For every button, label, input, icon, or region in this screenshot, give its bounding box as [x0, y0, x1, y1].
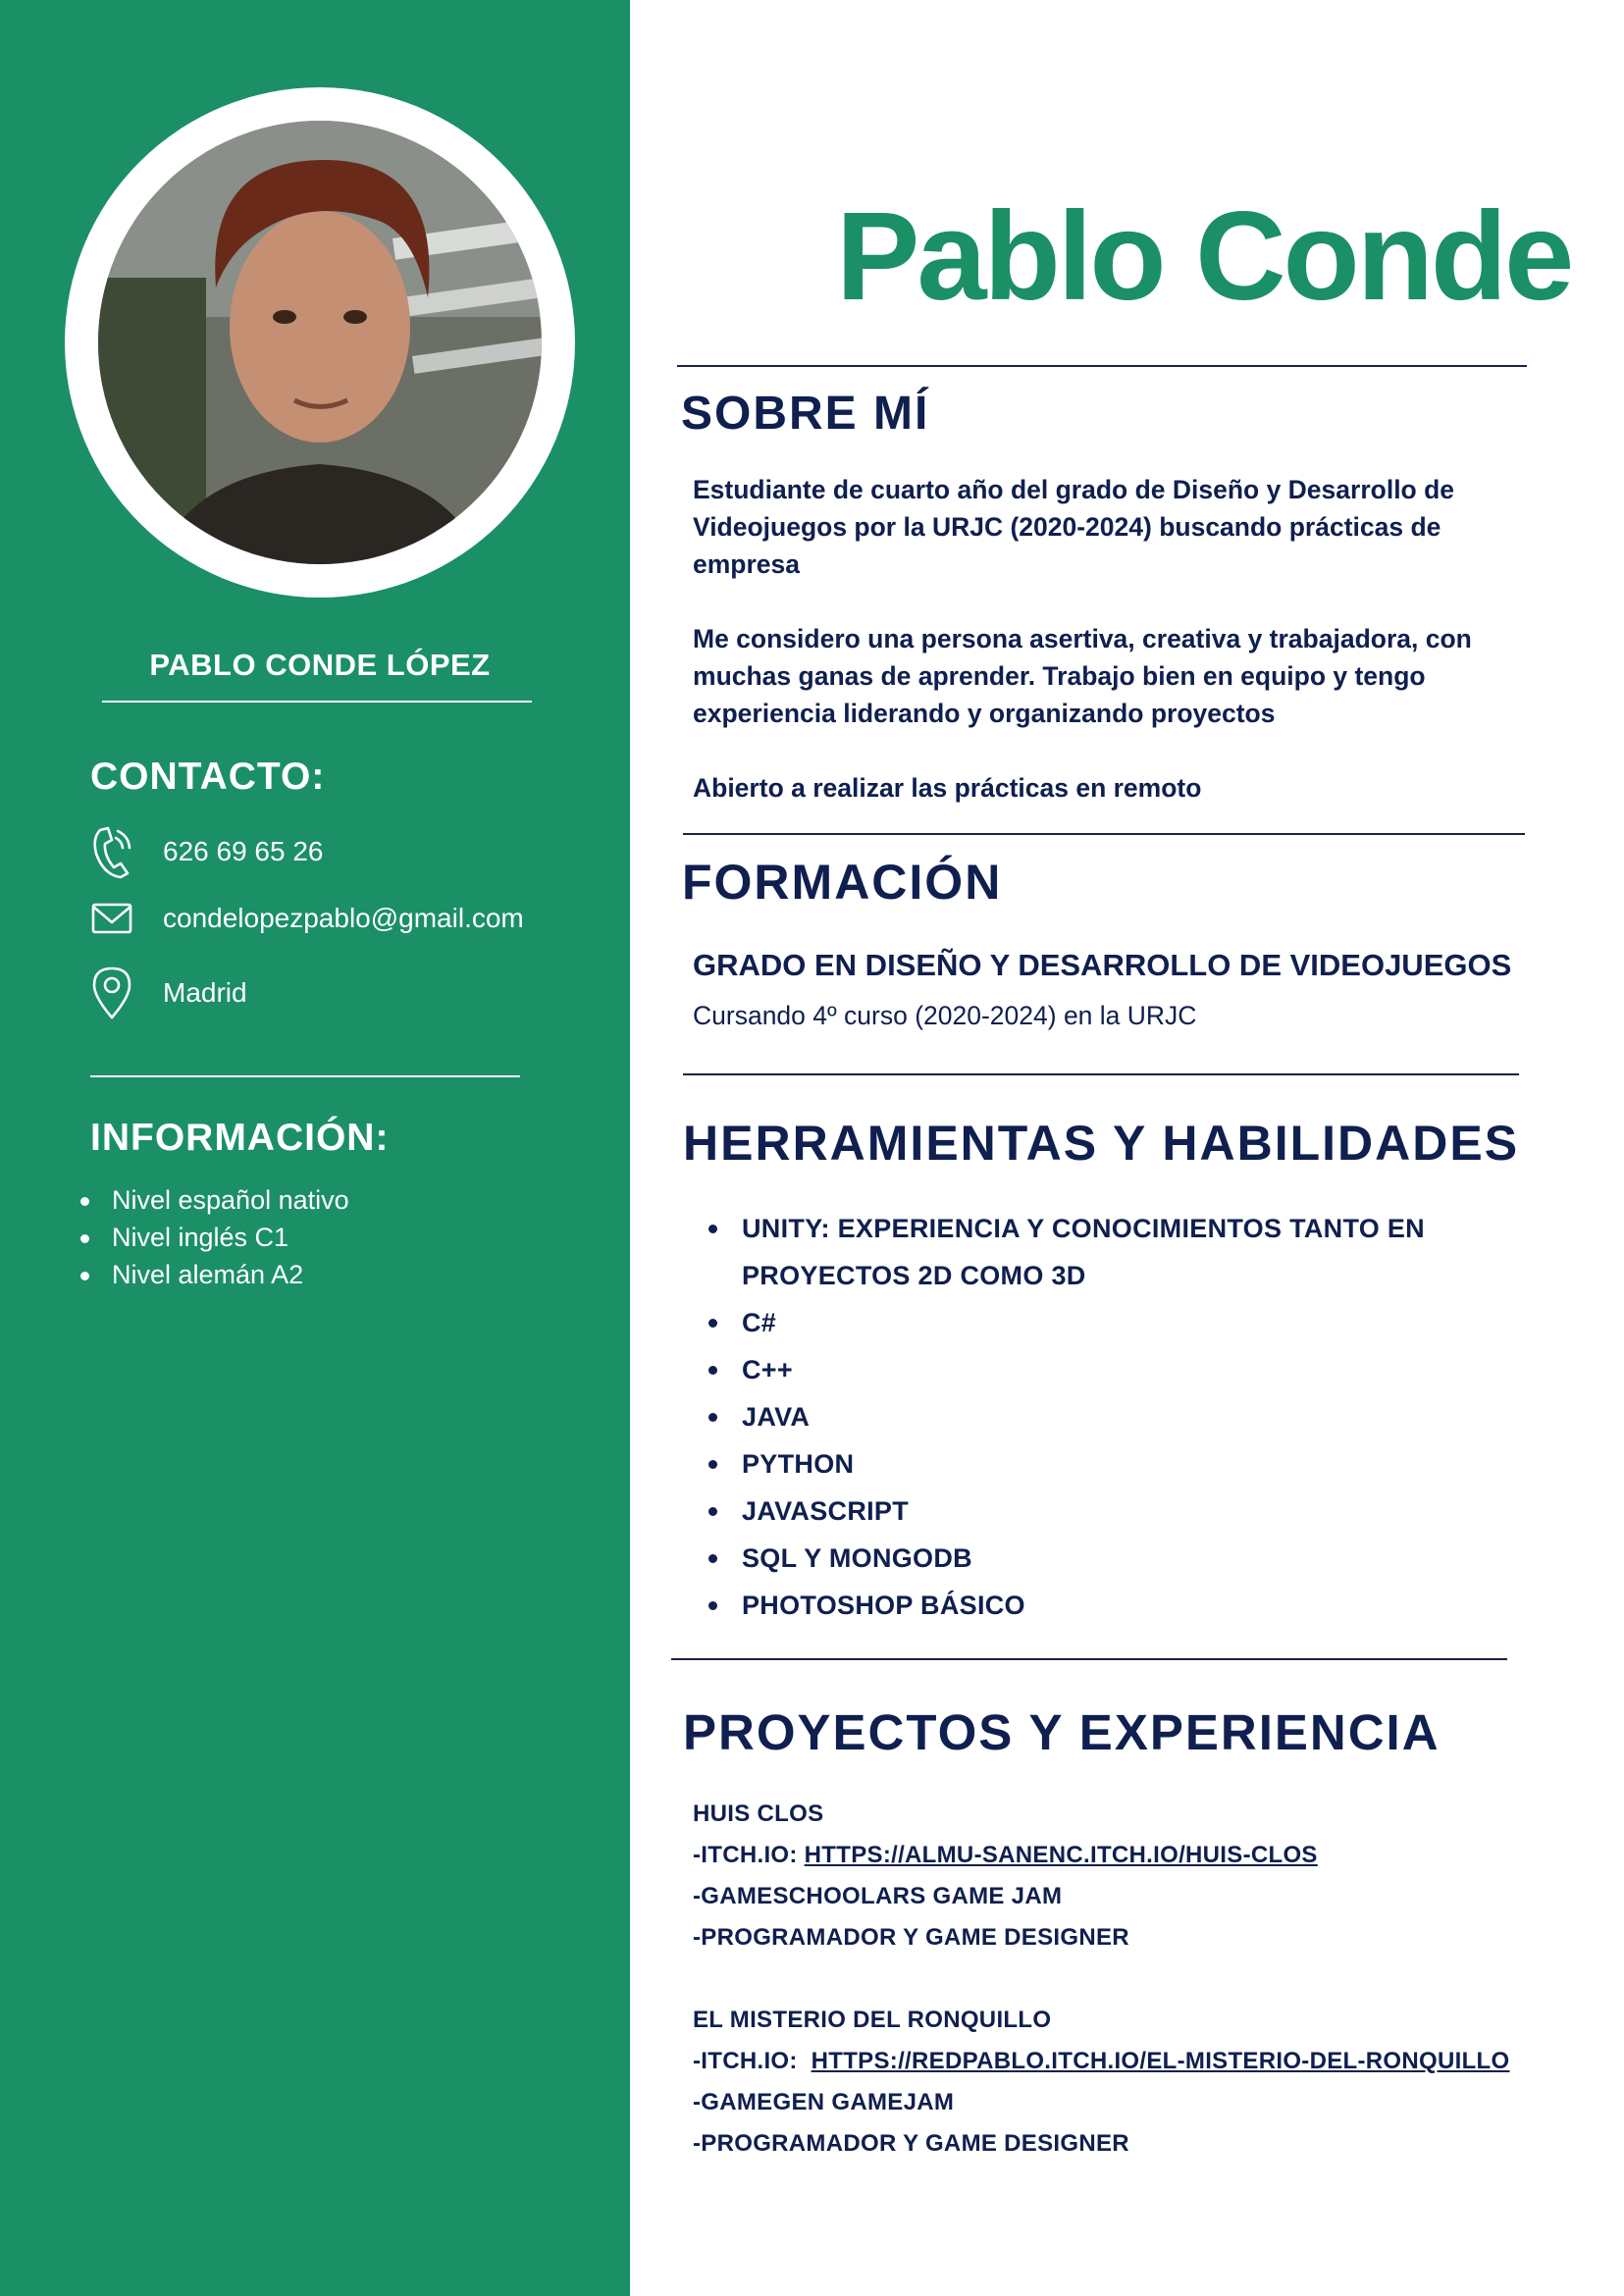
- info-heading: INFORMACIÓN:: [90, 1117, 390, 1159]
- contact-phone: [90, 822, 324, 881]
- project-event: -GAMESCHOOLARS GAME JAM: [693, 1883, 1063, 1909]
- phone-icon: [90, 824, 137, 879]
- divider: [90, 1075, 520, 1077]
- divider: [671, 1658, 1507, 1660]
- mail-icon: [90, 891, 137, 946]
- project-link-prefix: -ITCH.IO:: [693, 2048, 812, 2074]
- info-item: Nivel inglés C1: [79, 1219, 349, 1256]
- skill-item: JAVASCRIPT: [705, 1487, 1509, 1535]
- location-pin-icon: [90, 965, 137, 1020]
- degree-detail: Cursando 4º curso (2020-2024) en la URJC: [693, 1001, 1197, 1030]
- about-paragraph: Estudiante de cuarto año del grado de Diseño y Desarrollo de Videojuegos por la URJC (2020-2024) buscando prácticas de empresa: [693, 475, 1455, 579]
- profile-photo-frame: [65, 87, 575, 598]
- project-title: HUIS CLOS: [693, 1800, 824, 1827]
- project-event: -GAMEGEN GAMEJAM: [693, 2089, 955, 2115]
- contact-heading: CONTACTO:: [90, 756, 326, 798]
- education-heading: FORMACIÓN: [682, 855, 1003, 910]
- skill-item: C#: [705, 1299, 1509, 1346]
- profile-photo: [98, 121, 542, 564]
- about-heading: SOBRE MÍ: [681, 388, 930, 440]
- divider: [677, 365, 1527, 367]
- projects-heading: PROYECTOS Y EXPERIENCIA: [683, 1704, 1441, 1760]
- project-role: -PROGRAMADOR Y GAME DESIGNER: [693, 1924, 1129, 1951]
- skill-item: JAVA: [705, 1393, 1509, 1440]
- divider: [683, 833, 1525, 835]
- project-link[interactable]: HTTPS://ALMU-SANENC.ITCH.IO/HUIS-CLOS: [804, 1842, 1318, 1868]
- info-item: Nivel alemán A2: [79, 1256, 349, 1293]
- phone-number[interactable]: 626 69 65 26: [163, 836, 324, 866]
- about-paragraph: Me considero una persona asertiva, creativa y trabajadora, con muchas ganas de aprender. Trabajo bien en equipo y tengo experiencia liderando y organizando proyectos: [693, 624, 1472, 728]
- project-entry: [693, 1794, 1576, 1958]
- project-link-prefix: -ITCH.IO:: [693, 1842, 805, 1868]
- divider: [102, 701, 532, 703]
- project-link-row: [693, 1835, 1576, 1876]
- skills-list: [705, 1205, 1509, 1629]
- degree-title: GRADO EN DISEÑO Y DESARROLLO DE VIDEOJUEGOS: [693, 948, 1512, 982]
- project-link[interactable]: HTTPS://REDPABLO.ITCH.IO/EL-MISTERIO-DEL-RONQUILLO: [811, 2048, 1510, 2074]
- page-title: Pablo Conde: [836, 186, 1572, 327]
- project-role: -PROGRAMADOR Y GAME DESIGNER: [693, 2130, 1129, 2157]
- location-text: Madrid: [163, 977, 247, 1008]
- skill-item: PYTHON: [705, 1440, 1509, 1487]
- skills-heading: HERRAMIENTAS Y HABILIDADES: [683, 1116, 1520, 1171]
- contact-email: [90, 889, 524, 948]
- skill-item: UNITY: EXPERIENCIA Y CONOCIMIENTOS TANTO EN PROYECTOS 2D COMO 3D: [705, 1205, 1509, 1299]
- project-entry: [693, 2000, 1576, 2165]
- full-name: PABLO CONDE LÓPEZ: [149, 648, 491, 682]
- skill-item: C++: [705, 1346, 1509, 1393]
- about-paragraph: Abierto a realizar las prácticas en remoto: [693, 773, 1202, 803]
- info-item: Nivel español nativo: [79, 1181, 349, 1219]
- email-address[interactable]: condelopezpablo@gmail.com: [163, 903, 524, 933]
- project-title: EL MISTERIO DEL RONQUILLO: [693, 2007, 1052, 2033]
- contact-location: [90, 964, 247, 1022]
- skill-item: PHOTOSHOP BÁSICO: [705, 1582, 1509, 1629]
- about-section: [693, 471, 1537, 807]
- sidebar: [0, 0, 630, 2296]
- project-link-row: [693, 2041, 1576, 2082]
- info-list: [79, 1181, 349, 1293]
- divider: [683, 1073, 1519, 1075]
- skill-item: SQL Y MONGODB: [705, 1535, 1509, 1582]
